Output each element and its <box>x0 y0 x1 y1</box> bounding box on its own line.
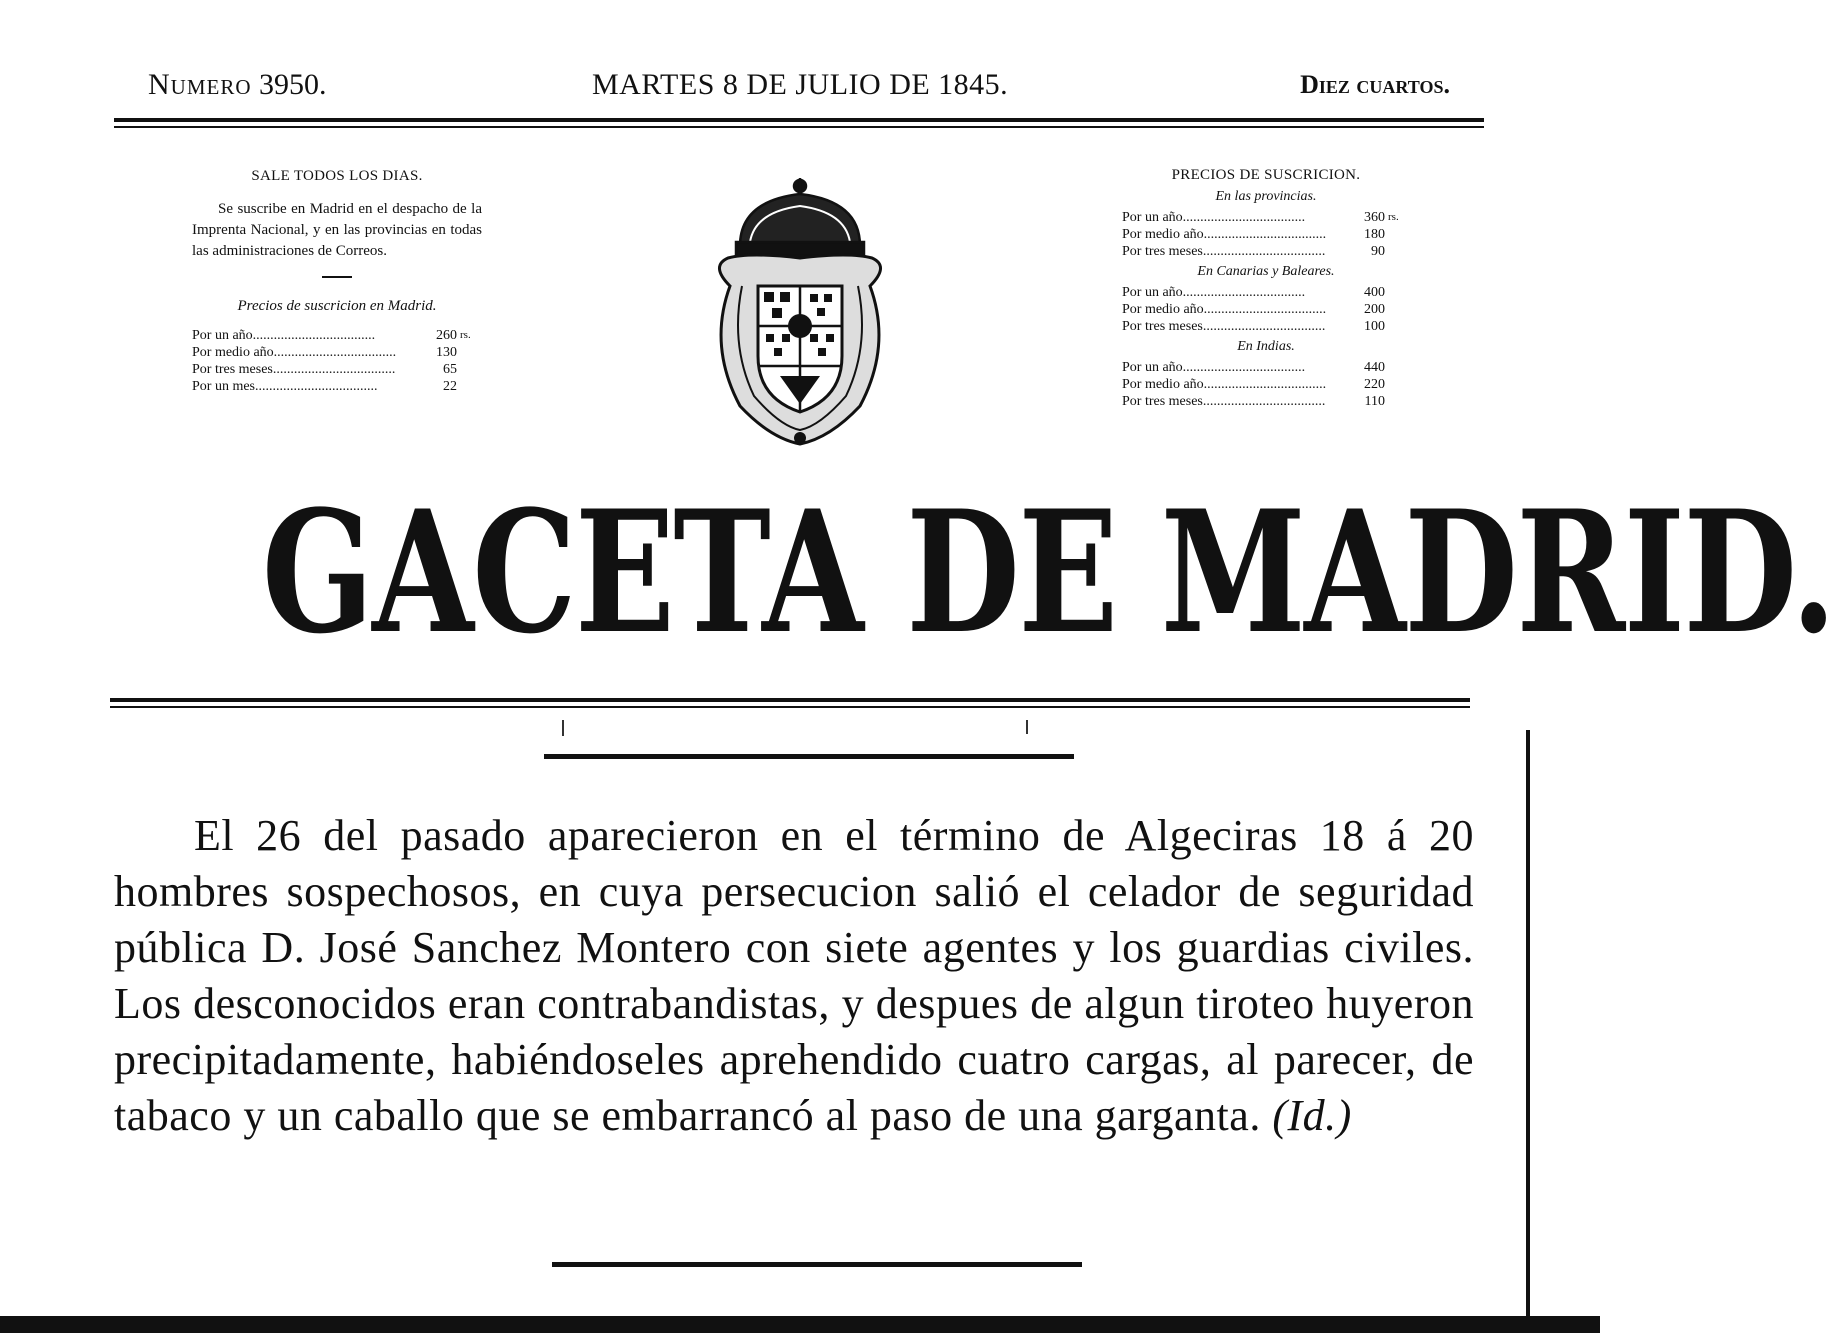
price-unit: rs. <box>1388 211 1399 223</box>
price-value: 440 <box>1364 360 1385 375</box>
price-row: Por un año................................... 260 rs. <box>192 327 482 344</box>
column-edge-line <box>1526 730 1530 1320</box>
price-label: Por un año <box>192 328 253 343</box>
price-value: 22 <box>443 379 457 394</box>
section-separator <box>552 1262 1082 1267</box>
price-label: Por medio año <box>1122 377 1204 392</box>
price-unit <box>1385 359 1410 376</box>
issue-number-label: Numero <box>148 68 252 101</box>
tick-mark <box>1026 720 1028 734</box>
region-heading: En Indias. <box>1237 339 1295 354</box>
price-value: 65 <box>443 362 457 377</box>
header-rule <box>114 118 1484 128</box>
price-row: Por medio año................................... 130 <box>192 344 482 361</box>
madrid-prices-title: Precios de suscricion en Madrid. <box>237 298 437 314</box>
price-value: 130 <box>436 345 457 360</box>
price-value: 220 <box>1364 377 1385 392</box>
price-unit <box>1385 284 1410 301</box>
price-row: Por un año................................... 360 rs. <box>1122 209 1410 226</box>
price-row: Por medio año................................... 220 <box>1122 376 1410 393</box>
issue-number-value: 3950. <box>259 68 327 101</box>
price-row: Por medio año................................... 180 <box>1122 226 1410 243</box>
price-value: 180 <box>1364 227 1385 242</box>
issue-number <box>148 60 327 110</box>
price-label: Por tres meses <box>1122 244 1203 259</box>
page-bottom-edge <box>0 1316 1600 1333</box>
price-unit <box>457 361 482 378</box>
price-value: 360 <box>1364 210 1385 225</box>
price-label: Por tres meses <box>1122 319 1203 334</box>
price-unit <box>1385 318 1410 335</box>
canarias-prices-table <box>1122 284 1410 335</box>
price-row: Por tres meses................................... 65 <box>192 361 482 378</box>
issue-date: MARTES 8 DE JULIO DE 1845. <box>592 68 1009 101</box>
article-source: (Id.) <box>1272 1091 1352 1140</box>
region-heading: En las provincias. <box>1215 189 1317 204</box>
masthead-title: GACETA DE MADRID. <box>261 473 1835 671</box>
price-unit <box>1385 226 1410 243</box>
price-unit: rs. <box>460 329 471 341</box>
left-info-column <box>192 166 482 395</box>
region-heading: En Canarias y Baleares. <box>1197 264 1335 279</box>
price-label: Por un año <box>1122 360 1183 375</box>
price-value: 100 <box>1364 319 1385 334</box>
price-unit <box>457 344 482 361</box>
price-label: Por tres meses <box>192 362 273 377</box>
price-unit <box>1385 376 1410 393</box>
right-info-column <box>1122 166 1410 410</box>
price-label: Por un mes <box>192 379 255 394</box>
madrid-prices-table <box>192 327 482 395</box>
price-row: Por tres meses................................... 100 <box>1122 318 1410 335</box>
price-value: 400 <box>1364 285 1385 300</box>
price-label: Por medio año <box>1122 302 1204 317</box>
price-label: Por tres meses <box>1122 394 1203 409</box>
price-unit <box>1385 393 1410 410</box>
price-unit <box>457 378 482 395</box>
price-row: Por tres meses................................... 110 <box>1122 393 1410 410</box>
tick-mark <box>562 720 564 736</box>
indias-prices-table <box>1122 359 1410 410</box>
price-row: Por un mes................................... 22 <box>192 378 482 395</box>
article-text: El 26 del pasado aparecieron en el término de Algeciras 18 á 20 hombres sospechosos, en cuya persecucion salió el celador de seguridad pública D. José Sanchez Montero con siete agentes y los guardias civiles. Los desconocidos eran contrabandistas, y despues de algun tiroteo huyeron precipitadamente, habiéndoseles aprehendido cuatro cargas, al parecer, de tabaco y un caballo que se embarrancó al paso de una garganta. <box>114 811 1474 1140</box>
price-value: 110 <box>1364 394 1385 409</box>
column-divider <box>322 276 352 278</box>
provinces-prices-table <box>1122 209 1410 260</box>
price-row: Por tres meses................................... 90 <box>1122 243 1410 260</box>
price-unit <box>1385 301 1410 318</box>
right-column-title: PRECIOS DE SUSCRICION. <box>1171 167 1361 183</box>
price-label: Por un año <box>1122 210 1183 225</box>
left-column-title: SALE TODOS LOS DIAS. <box>251 168 423 184</box>
issue-price: Diez cuartos. <box>1300 70 1450 99</box>
price-value: 260 <box>436 328 457 343</box>
price-value: 90 <box>1371 244 1385 259</box>
section-separator <box>544 754 1074 759</box>
header-line <box>0 60 1600 110</box>
price-row: Por un año................................... 400 <box>1122 284 1410 301</box>
masthead-rule <box>110 698 1470 708</box>
price-row: Por medio año................................... 200 <box>1122 301 1410 318</box>
price-unit <box>1385 243 1410 260</box>
price-label: Por medio año <box>192 345 274 360</box>
news-article <box>114 808 1474 1144</box>
price-label: Por medio año <box>1122 227 1204 242</box>
price-value: 200 <box>1364 302 1385 317</box>
price-label: Por un año <box>1122 285 1183 300</box>
subscription-paragraph: Se suscribe en Madrid en el despacho de la Imprenta Nacional, y en las provincias en todas las administraciones de Correos. <box>192 201 482 259</box>
price-row: Por un año................................... 440 <box>1122 359 1410 376</box>
royal-coat-of-arms-icon <box>700 176 900 456</box>
